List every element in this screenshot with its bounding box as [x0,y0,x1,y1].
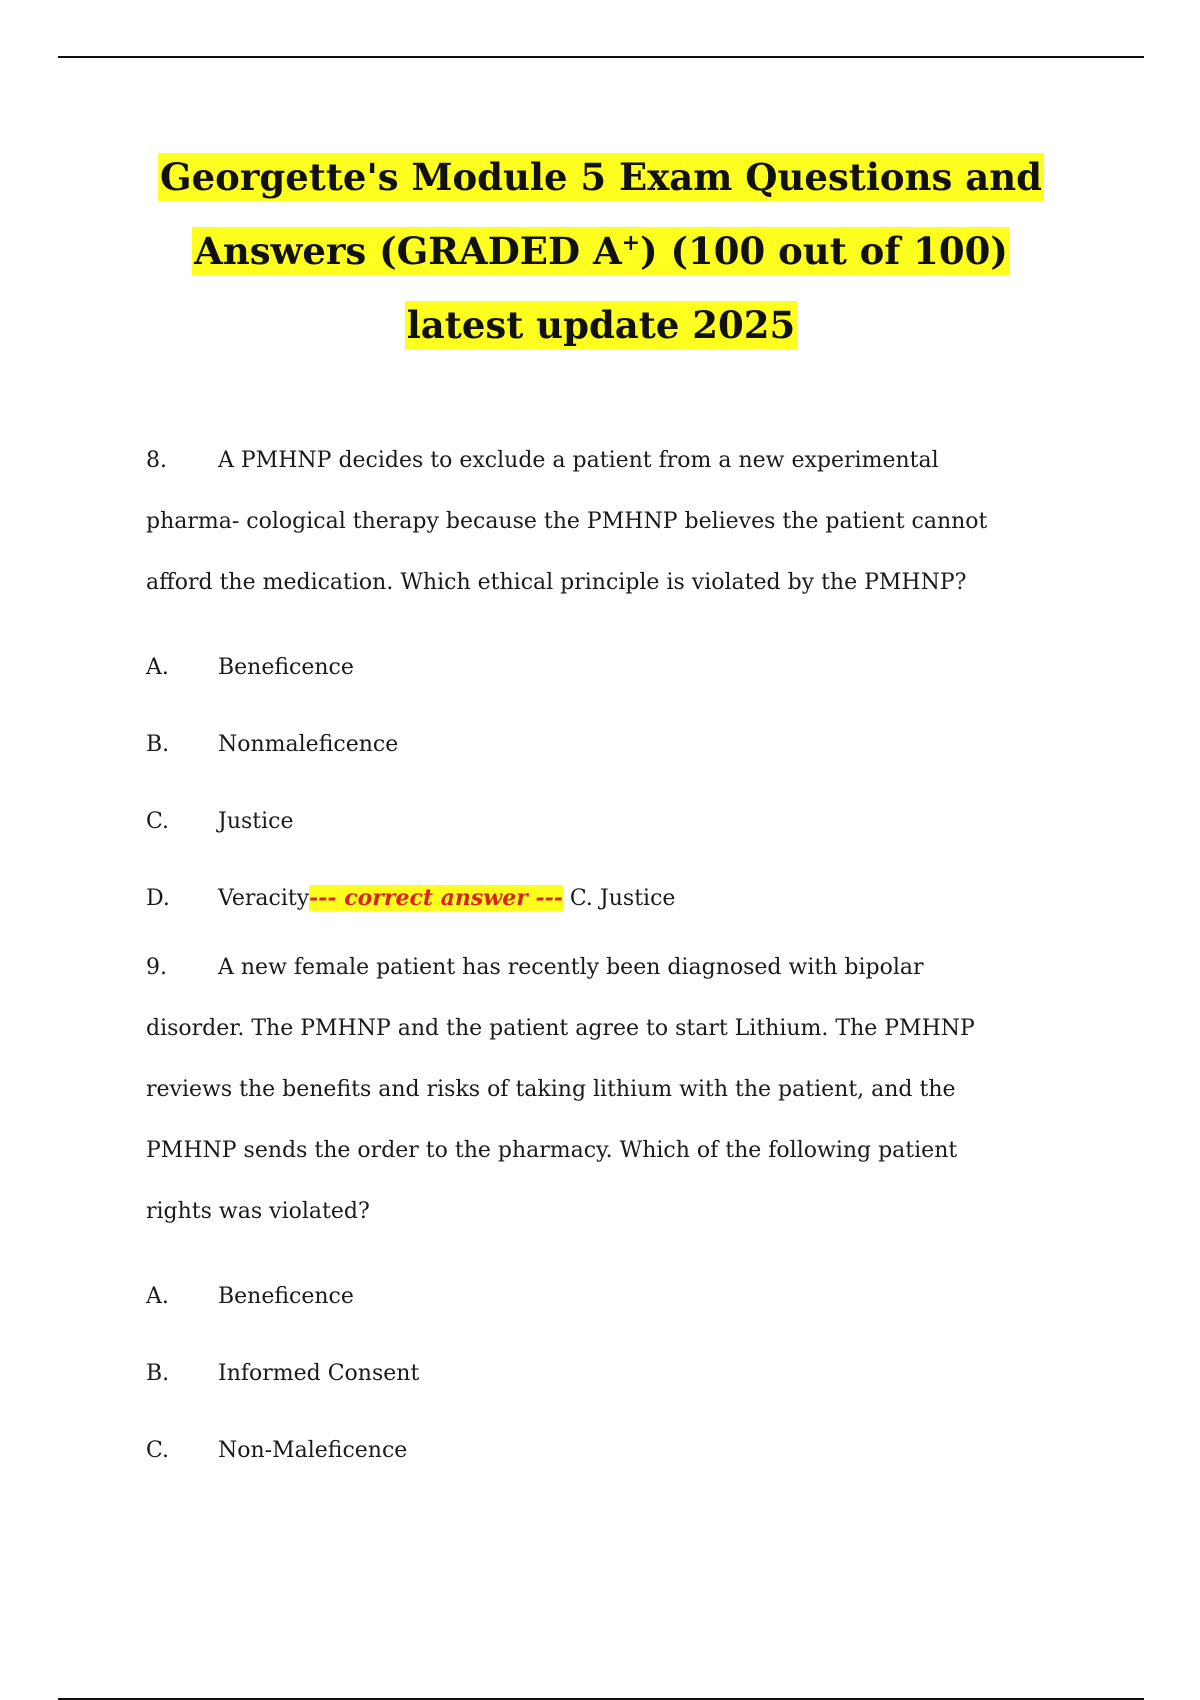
document-body [146,430,1076,1489]
option-a: A. Beneficence [146,1284,354,1309]
option-c: C. Justice [146,809,294,834]
option-d: D. Veracity--- correct answer --- C. Justice [146,885,676,911]
title-line-2: Answers (GRADED A+) (100 out of 100) [194,229,1008,273]
option-b: B. Nonmaleficence [146,732,399,757]
question-number: 8. [146,448,167,473]
question-text: 8. A PMHNP decides to exclude a patient from a new experimental [146,430,1076,491]
question-number: 9. [146,955,167,980]
title-line-3: latest update 2025 [406,303,796,347]
correct-answer-text: C. Justice [562,886,676,911]
question-8 [146,430,1076,937]
option-a: A. Beneficence [146,655,354,680]
question-text: 9. A new female patient has recently been diagnosed with bipolar [146,937,1076,998]
question-text: pharma- cological therapy because the PMHNP believes the patient cannot [146,509,988,534]
option-b: B. Informed Consent [146,1361,420,1386]
question-text: reviews the benefits and risks of taking lithium with the patient, and the [146,1077,956,1102]
question-text: PMHNP sends the order to the pharmacy. Which of the following patient [146,1138,958,1163]
option-c: C. Non-Maleficence [146,1438,408,1463]
question-9 [146,937,1076,1489]
document-title [58,140,1144,362]
correct-answer-flag: --- correct answer --- [309,885,563,911]
title-line-1: Georgette's Module 5 Exam Questions and [160,155,1042,199]
question-text: rights was violated? [146,1199,370,1224]
question-text: disorder. The PMHNP and the patient agree to start Lithium. The PMHNP [146,1016,975,1041]
header-rule [58,56,1144,58]
question-text: afford the medication. Which ethical principle is violated by the PMHNP? [146,570,967,595]
